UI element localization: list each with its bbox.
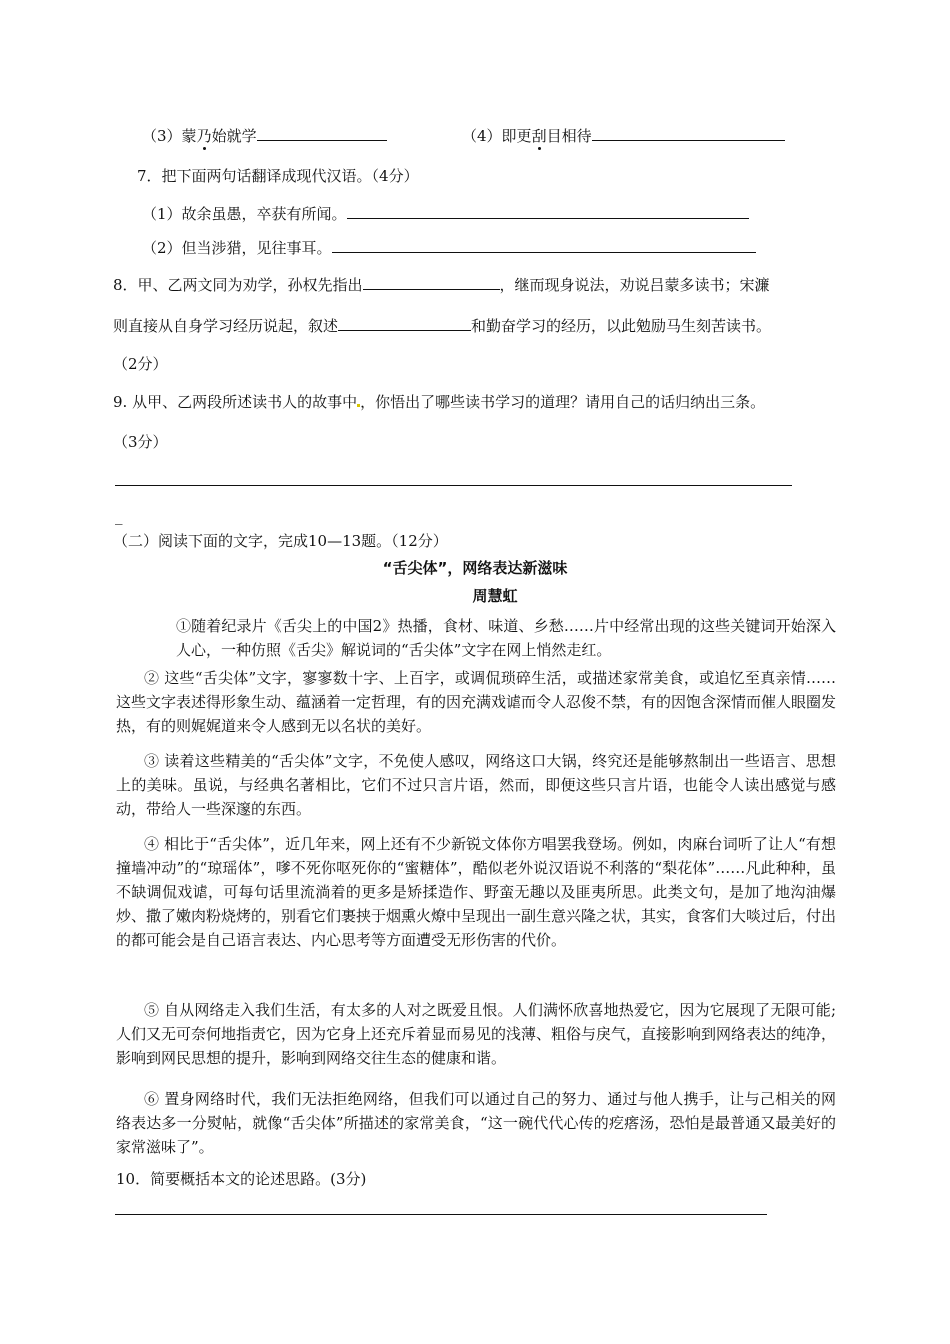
q6-item-3-answer-blank[interactable] xyxy=(257,124,387,141)
q9-stem-text-b: ，你悟出了哪些读书学习的道理？请用自己的话归纳出三条。 xyxy=(360,393,766,411)
q8-blank-1[interactable] xyxy=(363,273,500,290)
section-2-heading: （二）阅读下面的文字，完成10—13题。（12分） xyxy=(113,532,448,550)
q8-line-1 xyxy=(113,273,770,296)
article-paragraph-5: ⑤ 自从网络走入我们生活，有太多的人对之既爱且恨。人们满怀欣喜地热爱它，因为它展现了无限可能;人们又无可奈何地指责它，因为它身上还充斥着显而易见的浅薄、粗俗与戾气，直接影响到网络表达的纯净，影响到网民思想的提升，影响到网络交往生态的健康和谐。 xyxy=(116,1001,837,1067)
q7-sentence-2-text: （2）但当涉猎，见往事耳。 xyxy=(142,239,332,257)
q6-item-3-text-before: 蒙 xyxy=(181,127,197,145)
q6-item-4-prefix: （4） xyxy=(462,127,502,145)
q8-score: （2分） xyxy=(113,355,168,373)
q7-sentence-1-text: （1）故余虽愚，卒获有所闻。 xyxy=(142,205,347,223)
article-paragraph-1: ①随着纪录片《舌尖上的中国2》热播，食材、味道、乡愁……片中经常出现的这些关键词开始深入人心，一种仿照《舌尖》解说词的“舌尖体”文字在网上悄然走红。 xyxy=(176,617,836,659)
q9-answer-line[interactable] xyxy=(115,485,792,486)
q9-stray-underscore: _ xyxy=(115,507,123,525)
q9-stem xyxy=(113,391,765,413)
q7-sentence-1 xyxy=(142,202,749,225)
q6-item-3-dotted-char: 乃 xyxy=(196,127,212,145)
article-paragraph-4: ④ 相比于“舌尖体”，近几年来，网上还有不少新锐文体你方唱罢我登场。例如，肉麻台词听了让人“有想撞墙冲动”的“琼瑶体”，嗲不死你呕死你的“蜜糖体”，酷似老外说汉语说不利落的“梨花体”……凡此种种，虽不缺调侃戏谑，可每句话里流淌着的更多是矫揉造作、野蛮无趣以及匪夷所思。此类文句，是加了地沟油爆炒、撒了嫩肉粉烧烤的，别看它们裹挟于烟熏火燎中呈现出一副生意兴隆之状，其实，食客们大啖过后，付出的都可能会是自己语言表达、内心思考等方面遭受无形伤害的代价。 xyxy=(116,835,837,949)
q9-score: （3分） xyxy=(113,433,168,451)
article-paragraph-2: ② 这些“舌尖体”文字，寥寥数十字、上百字，或调侃琐碎生活，或描述家常美食，或追忆至真亲情……这些文字表述得形象生动、蕴涵着一定哲理，有的因充满戏谑而令人忍俊不禁，有的因饱含深情而催人眼圈发热，有的则娓娓道来令人感到无以名状的美好。 xyxy=(116,669,837,735)
q9-stem-text-a: 9. 从甲、乙两段所述读书人的故事中 xyxy=(113,393,358,411)
q6-item-4 xyxy=(462,124,785,147)
q6-item-4-dotted-char: 刮 xyxy=(531,127,547,145)
q8-blank-2[interactable] xyxy=(338,314,471,331)
q7-sentence-2-answer-blank[interactable] xyxy=(332,236,756,253)
q8-line-1-text-b: ，继而现身说法，劝说吕蒙多读书；宋濂 xyxy=(499,276,770,294)
q8-line-1-text-a: 8．甲、乙两文同为劝学，孙权先指出 xyxy=(113,276,363,294)
q6-item-4-text-before: 即更 xyxy=(501,127,532,145)
q7-stem: 7．把下面两句话翻译成现代汉语。（4分） xyxy=(137,167,419,185)
q6-item-3-prefix: （3） xyxy=(142,127,182,145)
q6-item-4-answer-blank[interactable] xyxy=(592,124,785,141)
q10-answer-line[interactable] xyxy=(115,1214,767,1215)
q7-sentence-1-answer-blank[interactable] xyxy=(347,202,749,219)
article-title: “舌尖体”，网络表达新滋味 xyxy=(382,559,568,577)
q6-item-4-text-after: 目相待 xyxy=(546,127,592,145)
q6-item-3 xyxy=(142,124,387,147)
article-author: 周慧虹 xyxy=(472,587,518,605)
q10-stem: 10．简要概括本文的论述思路。(3分) xyxy=(116,1170,367,1188)
q8-line-2-text-a: 则直接从自身学习经历说起，叙述 xyxy=(113,317,339,335)
q8-line-2 xyxy=(113,314,771,337)
q7-sentence-2 xyxy=(142,236,756,259)
q6-item-3-text-after: 始就学 xyxy=(211,127,257,145)
article-paragraph-3: ③ 读着这些精美的“舌尖体”文字，不免使人感叹，网络这口大锅，终究还是能够熬制出一些语言、思想上的美味。虽说，与经典名著相比，它们不过只言片语，然而，即便这些只言片语，也能令人读出感觉与感动，带给人一些深邃的东西。 xyxy=(116,752,836,818)
article-paragraph-6: ⑥ 置身网络时代，我们无法拒绝网络，但我们可以通过自己的努力、通过与他人携手，让与己相关的网络表达多一分熨帖，就像“舌尖体”所描述的家常美食，“这一碗代代心传的疙瘩汤，恐怕是最普通又最美好的家常滋味了”。 xyxy=(116,1090,836,1156)
q8-line-2-text-b: 和勤奋学习的经历，以此勉励马生刻苦读书。 xyxy=(471,317,772,335)
